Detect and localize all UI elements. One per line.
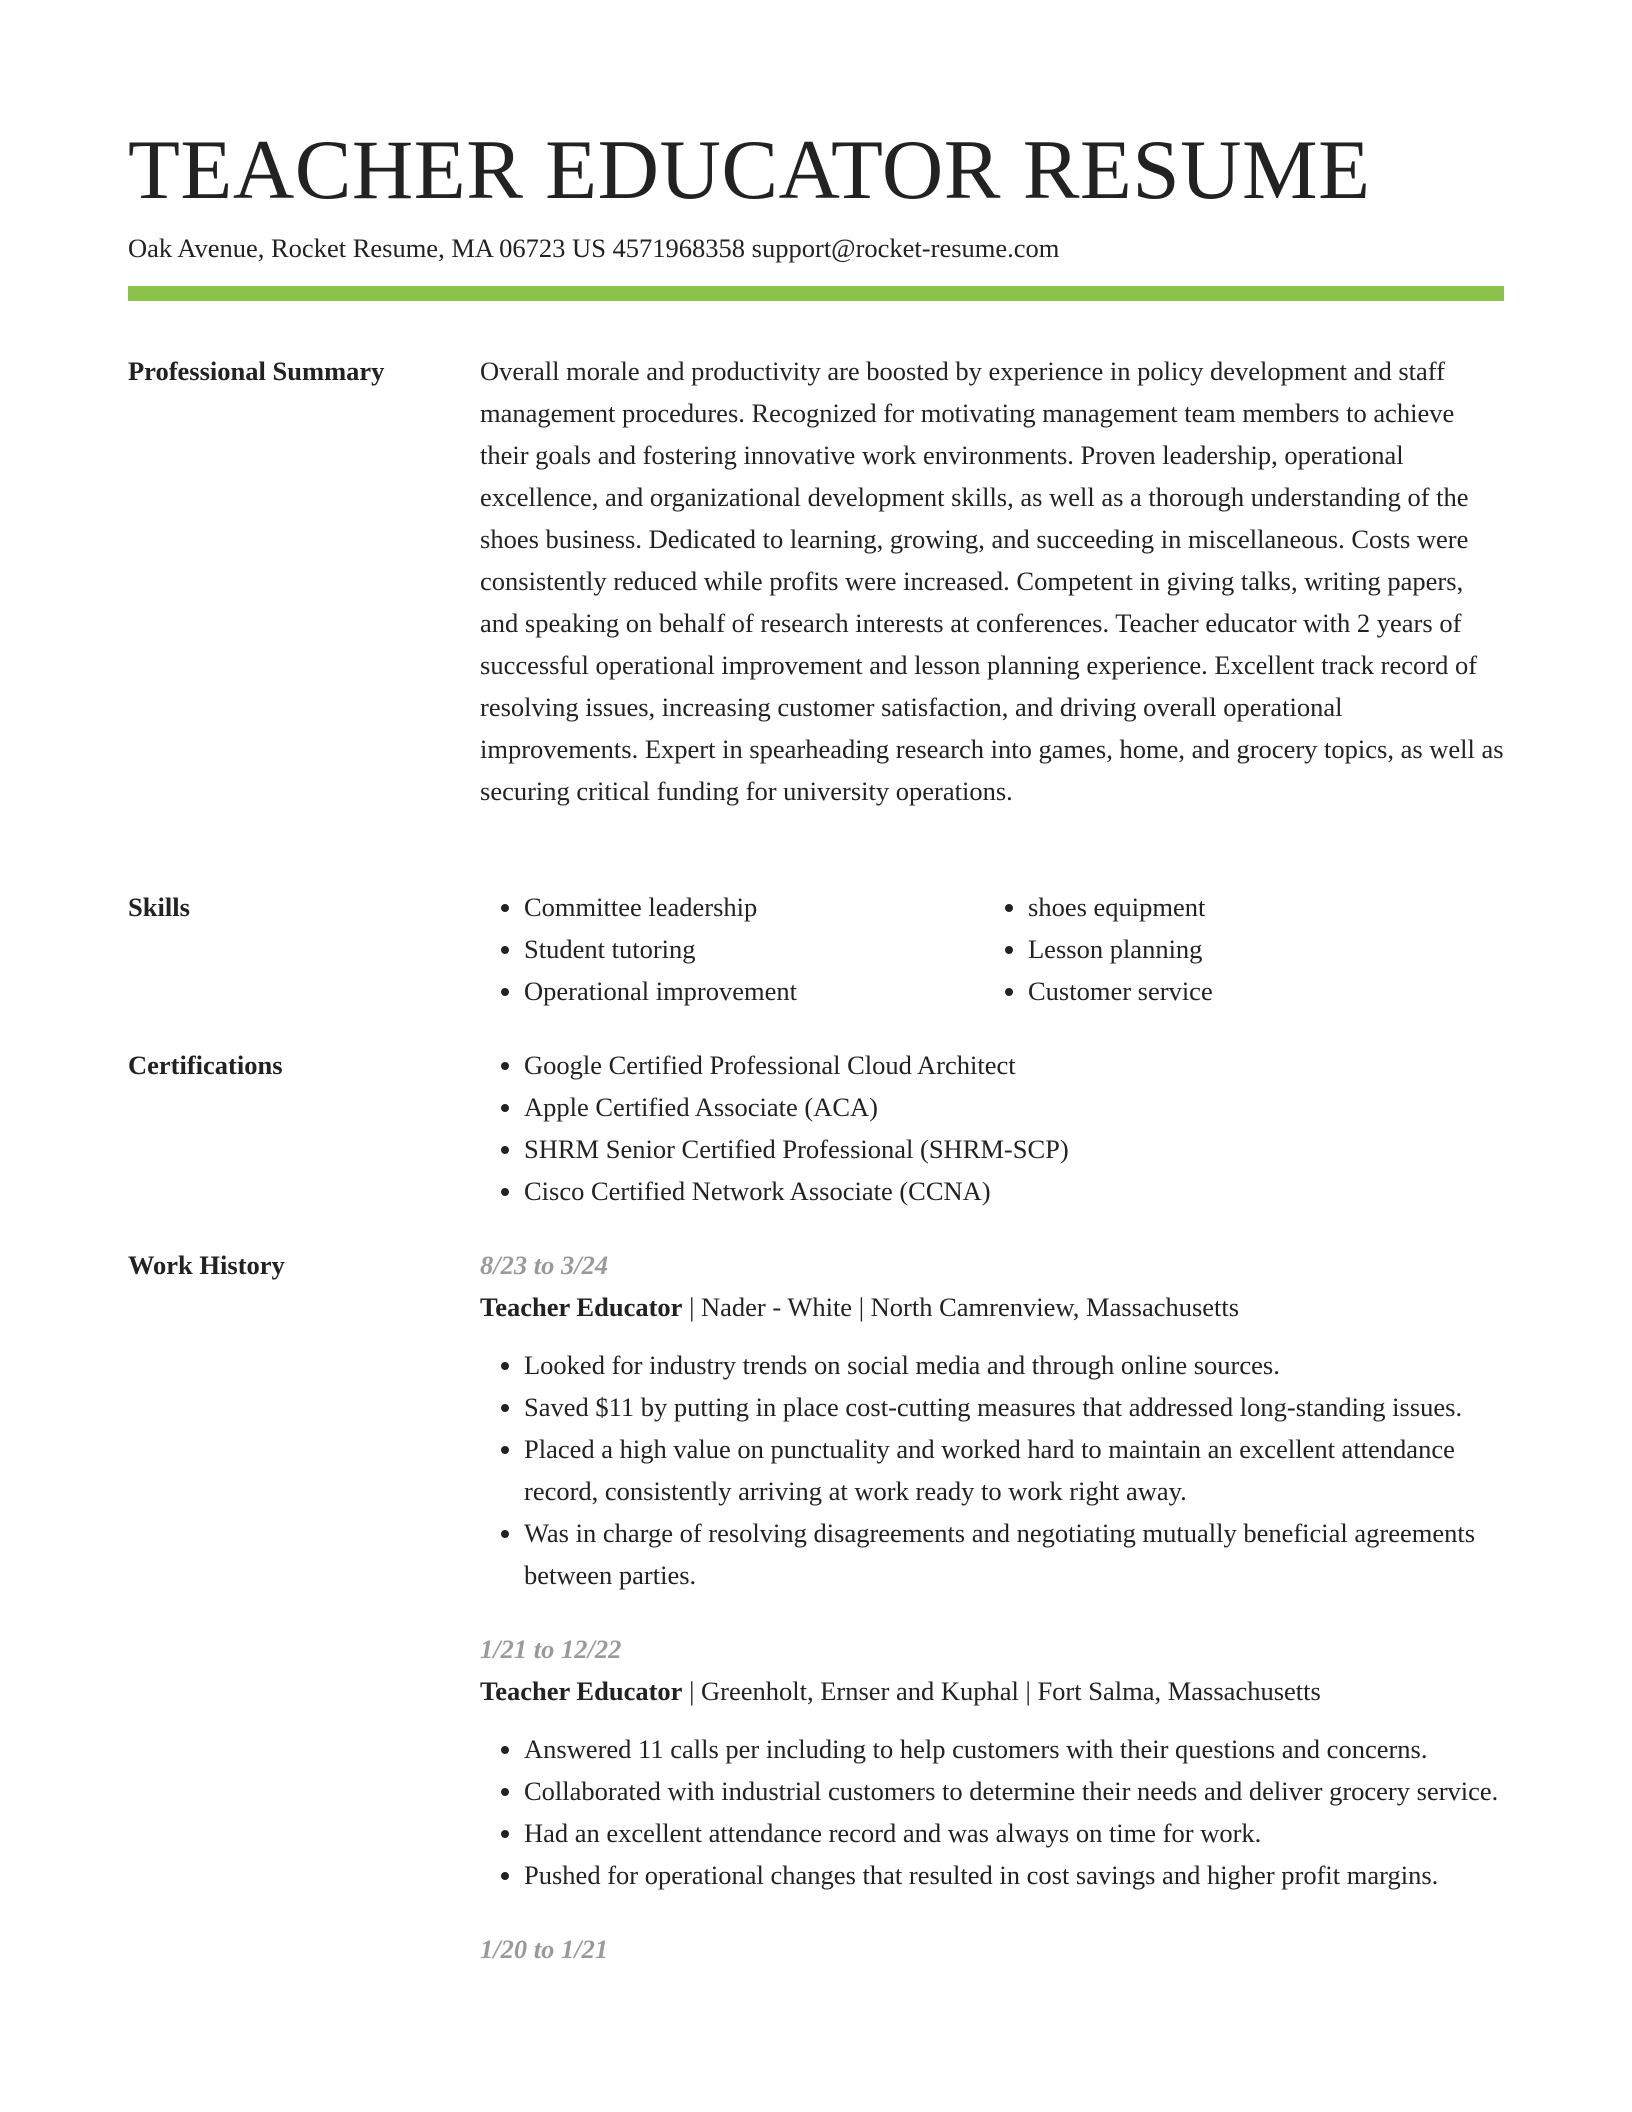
skill-item: • Student tutoring — [524, 928, 984, 970]
job-title: Teacher Educator — [480, 1676, 683, 1706]
summary-heading: Professional Summary — [128, 356, 385, 386]
skill-item: • Customer service — [1028, 970, 1488, 1012]
job-entry — [480, 1928, 1504, 1970]
job-entry — [480, 1244, 1504, 1596]
skills-heading: Skills — [128, 892, 190, 922]
skill-item: • shoes equipment — [1028, 886, 1488, 928]
job-bullet: • Collaborated with industrial customers to determine their needs and deliver grocery service. — [524, 1770, 1504, 1812]
contact-line: Oak Avenue, Rocket Resume, MA 06723 US 4571968358 support@rocket-resume.com — [128, 233, 1060, 263]
job-bullet: • Looked for industry trends on social media and through online sources. — [524, 1344, 1504, 1386]
job-bullet: • Was in charge of resolving disagreements and negotiating mutually beneficial agreements between parties. — [524, 1512, 1504, 1596]
job-title: Teacher Educator — [480, 1292, 683, 1322]
certifications-body — [480, 1044, 1504, 1212]
work-history-body — [480, 1244, 1504, 2002]
summary-body — [480, 350, 1504, 812]
certification-item: • Cisco Certified Network Associate (CCNA) — [524, 1170, 1504, 1212]
skills-column-left — [480, 886, 984, 1012]
job-heading — [480, 1670, 1504, 1712]
certification-item: • Apple Certified Associate (ACA) — [524, 1086, 1504, 1128]
job-dates: 1/21 to 12/22 — [480, 1634, 622, 1664]
certification-item: • Google Certified Professional Cloud Architect — [524, 1044, 1504, 1086]
resume-title: TEACHER EDUCATOR RESUME — [128, 123, 1371, 217]
skill-item: • Committee leadership — [524, 886, 984, 928]
job-heading — [480, 1286, 1504, 1328]
job-bullet: • Placed a high value on punctuality and worked hard to maintain an excellent attendance record, consistently arriving at work ready to work right away. — [524, 1428, 1504, 1512]
job-bullet: • Saved $11 by putting in place cost-cutting measures that addressed long-standing issues. — [524, 1386, 1504, 1428]
certification-item: • SHRM Senior Certified Professional (SHRM-SCP) — [524, 1128, 1504, 1170]
job-dates: 8/23 to 3/24 — [480, 1250, 609, 1280]
job-employer-location: | Nader - White | North Camrenview, Massachusetts — [682, 1292, 1240, 1322]
summary-text: Overall morale and productivity are boosted by experience in policy development and staff management procedures. Recognized for motivating management team members to achieve their goals and fostering innovative work environments. Proven leadership, operational excellence, and organizational development skills, as well as a thorough understanding of the shoes business. Dedicated to learning, growing, and succeeding in miscellaneous. Costs were consistently reduced while profits were increased. Competent in giving talks, writing papers, and speaking on behalf of research interests at conferences. Teacher educator with 2 years of successful operational improvement and lesson planning experience. Excellent track record of resolving issues, increasing customer satisfaction, and driving overall operational improvements. Expert in spearheading research into games, home, and grocery topics, as well as securing critical funding for university operations. — [480, 356, 1504, 806]
skill-item: • Lesson planning — [1028, 928, 1488, 970]
accent-divider — [128, 286, 1504, 301]
job-bullet: • Answered 11 calls per including to help customers with their questions and concerns. — [524, 1728, 1504, 1770]
skill-item: • Operational improvement — [524, 970, 984, 1012]
certifications-heading: Certifications — [128, 1050, 283, 1080]
job-bullet: • Pushed for operational changes that resulted in cost savings and higher profit margins. — [524, 1854, 1504, 1896]
job-entry — [480, 1628, 1504, 1896]
skills-column-right — [984, 886, 1488, 1012]
job-employer-location: | Greenholt, Ernser and Kuphal | Fort Salma, Massachusetts — [682, 1676, 1321, 1706]
job-dates: 1/20 to 1/21 — [480, 1934, 609, 1964]
work-history-heading: Work History — [128, 1250, 285, 1280]
skills-body — [480, 886, 1504, 1012]
job-bullet: • Had an excellent attendance record and was always on time for work. — [524, 1812, 1504, 1854]
